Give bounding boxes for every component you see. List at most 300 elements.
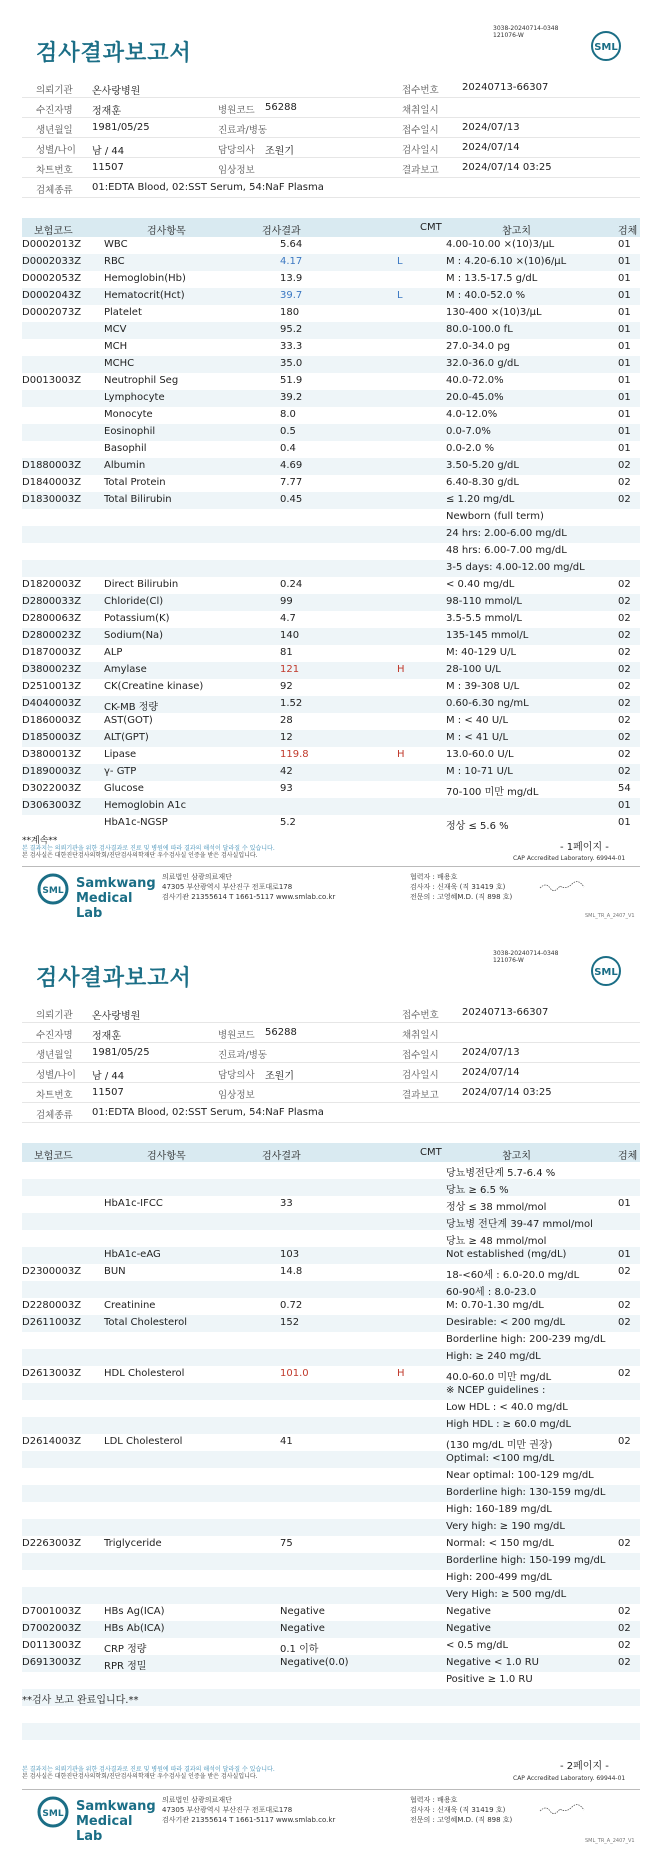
reference-range: 32.0-36.0 g/dL xyxy=(446,358,519,369)
svg-text:SML: SML xyxy=(594,967,618,978)
specimen-code: 02 xyxy=(618,766,631,777)
reference-range: Desirable: < 200 mg/dL xyxy=(446,1317,566,1328)
table-row xyxy=(22,1213,640,1230)
test-result: 7.77 xyxy=(280,477,303,488)
table-row xyxy=(22,305,640,322)
test-date: 2024/07/14 xyxy=(462,142,520,153)
reference-range: M : 39-308 U/L xyxy=(446,681,520,692)
reference-range: M : 10-71 U/L xyxy=(446,766,513,777)
table-row xyxy=(22,424,640,441)
test-result: 39.2 xyxy=(280,392,303,403)
signature xyxy=(538,880,588,892)
test-result: 140 xyxy=(280,630,300,641)
reference-range: Near optimal: 100-129 mg/dL xyxy=(446,1470,594,1481)
test-result: 13.9 xyxy=(280,273,303,284)
specimen-code: 01 xyxy=(618,341,631,352)
table-row xyxy=(22,628,640,645)
lab-address: 의료법인 삼광의료재단 47305 부산광역시 부산진구 전포대로178 검사기관 21355614 T 1661-5117 www.smlab.co.kr xyxy=(162,1796,336,1824)
hospital-code: 56288 xyxy=(265,1027,297,1038)
result-flag: L xyxy=(397,256,403,267)
table-row xyxy=(22,1706,640,1723)
test-result: 1.52 xyxy=(280,698,303,709)
test-result: 92 xyxy=(280,681,293,692)
document-code: SML_TR_A_2407_V1 xyxy=(585,1838,635,1844)
table-row xyxy=(22,373,640,390)
test-code: D2613003Z xyxy=(22,1368,82,1379)
reference-range: 24 hrs: 2.00-6.00 mg/dL xyxy=(446,528,567,539)
reference-range: Negative < 1.0 RU xyxy=(446,1657,539,1668)
reference-range: 4.00-10.00 ×(10)3/μL xyxy=(446,239,555,250)
test-code: D4040003Z xyxy=(22,698,82,709)
specimen-code: 02 xyxy=(618,477,631,488)
page-title: 검사결과보고서 xyxy=(36,966,192,991)
table-row xyxy=(22,1638,640,1655)
test-result: 28 xyxy=(280,715,293,726)
reference-range: Very high: ≥ 190 mg/dL xyxy=(446,1521,565,1532)
test-code: D1820003Z xyxy=(22,579,82,590)
lab-address: 의료법인 삼광의료재단 47305 부산광역시 부산진구 전포대로178 검사기관 21355614 T 1661-5117 www.smlab.co.kr xyxy=(162,873,336,901)
table-row xyxy=(22,1553,640,1570)
specimen-code: 02 xyxy=(618,1538,631,1549)
reference-range: Low HDL : < 40.0 mg/dL xyxy=(446,1402,568,1413)
result-flag: H xyxy=(397,664,405,675)
test-name: RPR 정밀 xyxy=(104,1661,147,1672)
reference-range: 27.0-34.0 pg xyxy=(446,341,511,352)
specimen-code: 02 xyxy=(618,681,631,692)
test-name: Amylase xyxy=(104,664,147,675)
receipt-number: 20240713-66307 xyxy=(462,1007,549,1018)
test-result: 4.69 xyxy=(280,460,303,471)
test-name: Total Cholesterol xyxy=(104,1317,187,1328)
reference-range: 60-90세 : 8.0-23.0 xyxy=(446,1287,537,1298)
test-result: 39.7 xyxy=(280,290,303,301)
test-code: D2611003Z xyxy=(22,1317,82,1328)
test-result: 8.0 xyxy=(280,409,296,420)
test-code: D0002013Z xyxy=(22,239,82,250)
table-row xyxy=(22,747,640,764)
document-code: SML_TR_A_2407_V1 xyxy=(585,913,635,919)
specimen-code: 02 xyxy=(618,613,631,624)
page-number: - 1페이지 - xyxy=(560,842,609,853)
specimen-code: 02 xyxy=(618,1640,631,1651)
test-code: D7002003Z xyxy=(22,1623,82,1634)
results-table xyxy=(22,1162,640,1740)
table-row xyxy=(22,322,640,339)
table-row xyxy=(22,288,640,305)
receipt-date: 2024/07/13 xyxy=(462,122,520,133)
specimen-code: 02 xyxy=(618,715,631,726)
test-name: Platelet xyxy=(104,307,142,318)
reference-range: 70-100 미만 mg/dL xyxy=(446,787,539,798)
reference-range: Borderline high: 150-199 mg/dL xyxy=(446,1555,606,1566)
test-name: HBs Ab(ICA) xyxy=(104,1623,165,1634)
test-name: CRP 정량 xyxy=(104,1644,147,1655)
table-row xyxy=(22,407,640,424)
test-code: D0002073Z xyxy=(22,307,82,318)
test-result: 101.0 xyxy=(280,1368,309,1379)
test-code: D1850003Z xyxy=(22,732,82,743)
table-row xyxy=(22,441,640,458)
receipt-date: 2024/07/13 xyxy=(462,1047,520,1058)
table-row xyxy=(22,1655,640,1672)
footer-logo: SML Samkwang Medical Lab xyxy=(36,872,156,914)
specimen-code: 01 xyxy=(618,1198,631,1209)
table-row xyxy=(22,1349,640,1366)
test-name: Direct Bilirubin xyxy=(104,579,179,590)
table-row xyxy=(22,390,640,407)
results-table-header: 보험코드 검사항목 검사결과 CMT 참고치 검체 xyxy=(22,218,640,237)
doctor: 조원기 xyxy=(265,146,294,157)
test-name: ALP xyxy=(104,647,123,658)
reference-range: 135-145 mmol/L xyxy=(446,630,529,641)
table-row xyxy=(22,1230,640,1247)
test-result: 4.7 xyxy=(280,613,296,624)
table-row xyxy=(22,1621,640,1638)
test-name: HbA1c-eAG xyxy=(104,1249,161,1260)
results-table-header: 보험코드 검사항목 검사결과 CMT 참고치 검체 xyxy=(22,1143,640,1162)
results-table xyxy=(22,237,640,832)
table-row xyxy=(22,1281,640,1298)
table-row xyxy=(22,509,640,526)
table-row xyxy=(22,1723,640,1740)
sml-logo xyxy=(590,30,622,62)
test-code: D2263003Z xyxy=(22,1538,82,1549)
test-result: 0.5 xyxy=(280,426,296,437)
reference-range: Borderline high: 130-159 mg/dL xyxy=(446,1487,606,1498)
reference-range: 정상 ≤ 5.6 % xyxy=(446,821,509,832)
test-name: MCV xyxy=(104,324,127,335)
reference-range: 0.60-6.30 ng/mL xyxy=(446,698,529,709)
specimen-code: 54 xyxy=(618,783,631,794)
test-code: D1890003Z xyxy=(22,766,82,777)
table-row xyxy=(22,1332,640,1349)
table-row xyxy=(22,594,640,611)
reference-range: Not established (mg/dL) xyxy=(446,1249,567,1260)
result-flag: L xyxy=(397,290,403,301)
date-of-birth: 1981/05/25 xyxy=(92,1047,150,1058)
test-name: HbA1c-NGSP xyxy=(104,817,168,828)
test-result: 4.17 xyxy=(280,256,303,267)
reference-range: (130 mg/dL 미만 권장) xyxy=(446,1440,553,1451)
reference-range: M : 40.0-52.0 % xyxy=(446,290,526,301)
doctor: 조원기 xyxy=(265,1071,294,1082)
test-name: Eosinophil xyxy=(104,426,156,437)
specimen-code: 02 xyxy=(618,1368,631,1379)
table-row xyxy=(22,577,640,594)
reference-range: < 0.5 mg/dL xyxy=(446,1640,509,1651)
test-result: 0.24 xyxy=(280,579,303,590)
specimen-code: 02 xyxy=(618,647,631,658)
test-name: γ- GTP xyxy=(104,766,137,777)
reference-range: 40.0-60.0 미만 mg/dL xyxy=(446,1372,552,1383)
test-result: 0.72 xyxy=(280,1300,303,1311)
test-code: D3063003Z xyxy=(22,800,82,811)
test-code: D1840003Z xyxy=(22,477,82,488)
patient-name: 정재훈 xyxy=(92,106,121,117)
table-row xyxy=(22,1502,640,1519)
test-name: AST(GOT) xyxy=(104,715,153,726)
table-row xyxy=(22,696,640,713)
table-row xyxy=(22,815,640,832)
reference-range: 130-400 ×(10)3/μL xyxy=(446,307,542,318)
chart-number: 11507 xyxy=(92,162,124,173)
test-result: 93 xyxy=(280,783,293,794)
svg-text:SML: SML xyxy=(594,42,618,53)
test-result: 51.9 xyxy=(280,375,303,386)
test-code: D0002043Z xyxy=(22,290,82,301)
test-name: Basophil xyxy=(104,443,147,454)
reference-range: 3.50-5.20 g/dL xyxy=(446,460,519,471)
specimen-code: 02 xyxy=(618,749,631,760)
specimen-code: 01 xyxy=(618,375,631,386)
test-name: BUN xyxy=(104,1266,126,1277)
table-row xyxy=(22,798,640,815)
test-result: 152 xyxy=(280,1317,300,1328)
table-row xyxy=(22,271,640,288)
table-row xyxy=(22,237,640,254)
table-row xyxy=(22,1383,640,1400)
test-name: CK-MB 정량 xyxy=(104,702,159,713)
specimen-code: 02 xyxy=(618,698,631,709)
page-title: 검사결과보고서 xyxy=(36,41,192,66)
specimen-code: 02 xyxy=(618,596,631,607)
table-row xyxy=(22,1570,640,1587)
test-result: Negative xyxy=(280,1623,325,1634)
specimen-code: 02 xyxy=(618,1266,631,1277)
reference-range: Negative xyxy=(446,1623,491,1634)
reference-range: M : 4.20-6.10 ×(10)6/μL xyxy=(446,256,567,267)
table-row xyxy=(22,1672,640,1689)
test-name: Hemoglobin A1c xyxy=(104,800,187,811)
reference-range: Very High: ≥ 500 mg/dL xyxy=(446,1589,567,1600)
table-row xyxy=(22,1417,640,1434)
test-name: Albumin xyxy=(104,460,146,471)
table-row xyxy=(22,1196,640,1213)
reference-range: 18-<60세 : 6.0-20.0 mg/dL xyxy=(446,1270,580,1281)
reference-range: High HDL : ≥ 60.0 mg/dL xyxy=(446,1419,572,1430)
reference-range: 정상 ≤ 38 mmol/mol xyxy=(446,1202,547,1213)
table-row xyxy=(22,1179,640,1196)
test-code: D1860003Z xyxy=(22,715,82,726)
table-row xyxy=(22,1468,640,1485)
patient-info: 의뢰기관 온사랑병원 접수번호 20240713-66307 수진자명 정재훈 병원코드 56288 채취일시 생년월일 1981/05/25 진료과/병동 접수일시 2024/07/13 성별/나이 남 / 44 담당의사 조원기 검사일시 2024/07/14 차트번호 11507 임상정보 결과보고 2024/07/14 03:25 검체종류 01:EDTA Blood, 02:SST Serum, 54:NaF Plasma xyxy=(22,78,640,198)
test-result: 0.1 이하 xyxy=(280,1644,319,1655)
reference-range: 0.0-2.0 % xyxy=(446,443,495,454)
svg-text:SML: SML xyxy=(42,886,64,896)
test-result: 180 xyxy=(280,307,300,318)
test-name: WBC xyxy=(104,239,128,250)
reference-range: Normal: < 150 mg/dL xyxy=(446,1538,554,1549)
cap-accreditation: CAP Accredited Laboratory. 69944-01 xyxy=(513,1775,626,1782)
reference-number: 3038-20240714-0348 121076-W xyxy=(493,950,559,964)
patient-name: 정재훈 xyxy=(92,1031,121,1042)
specimen-code: 01 xyxy=(618,1249,631,1260)
test-name: Monocyte xyxy=(104,409,153,420)
specimen-code: 02 xyxy=(618,1317,631,1328)
table-row xyxy=(22,339,640,356)
specimen-code: 01 xyxy=(618,392,631,403)
test-code: D3800023Z xyxy=(22,664,82,675)
specimen-code: 02 xyxy=(618,1657,631,1668)
reference-range: 6.40-8.30 g/dL xyxy=(446,477,519,488)
specimen-code: 01 xyxy=(618,426,631,437)
institution: 온사랑병원 xyxy=(92,1011,141,1022)
footer-logo: SML Samkwang Medical Lab xyxy=(36,1795,156,1837)
specimen-code: 02 xyxy=(618,1606,631,1617)
test-name: Neutrophil Seg xyxy=(104,375,179,386)
test-result: 119.8 xyxy=(280,749,309,760)
institution: 온사랑병원 xyxy=(92,86,141,97)
specimen-code: 01 xyxy=(618,307,631,318)
test-code: D2614003Z xyxy=(22,1436,82,1447)
reference-range: 3-5 days: 4.00-12.00 mg/dL xyxy=(446,562,585,573)
test-name: Triglyceride xyxy=(104,1538,162,1549)
report-date: 2024/07/14 03:25 xyxy=(462,1087,552,1098)
test-name: Lipase xyxy=(104,749,137,760)
table-row xyxy=(22,1536,640,1553)
table-row xyxy=(22,492,640,509)
table-row xyxy=(22,1451,640,1468)
reference-range: 80.0-100.0 fL xyxy=(446,324,513,335)
table-row xyxy=(22,662,640,679)
report-page-2 xyxy=(0,925,655,1850)
test-result: 0.4 xyxy=(280,443,296,454)
reference-range: < 0.40 mg/dL xyxy=(446,579,515,590)
test-code: D1880003Z xyxy=(22,460,82,471)
test-code: D0002053Z xyxy=(22,273,82,284)
specimen-types: 01:EDTA Blood, 02:SST Serum, 54:NaF Plasma xyxy=(92,1107,324,1118)
reference-range: M : < 41 U/L xyxy=(446,732,509,743)
date-of-birth: 1981/05/25 xyxy=(92,122,150,133)
signature xyxy=(538,1803,588,1815)
specimen-code: 01 xyxy=(618,358,631,369)
specimen-code: 01 xyxy=(618,324,631,335)
reference-range: M: 0.70-1.30 mg/dL xyxy=(446,1300,544,1311)
reference-range: 48 hrs: 6.00-7.00 mg/dL xyxy=(446,545,567,556)
table-row xyxy=(22,679,640,696)
reference-range: M : 13.5-17.5 g/dL xyxy=(446,273,538,284)
reference-range: 28-100 U/L xyxy=(446,664,501,675)
test-name: Hematocrit(Hct) xyxy=(104,290,185,301)
test-result: 12 xyxy=(280,732,293,743)
test-name: Glucose xyxy=(104,783,144,794)
test-result: 33.3 xyxy=(280,341,303,352)
specimen-code: 02 xyxy=(618,732,631,743)
table-row xyxy=(22,458,640,475)
reference-range: 13.0-60.0 U/L xyxy=(446,749,514,760)
reference-range: High: ≥ 240 mg/dL xyxy=(446,1351,541,1362)
specimen-code: 01 xyxy=(618,800,631,811)
lab-staff: 협력자 : 배용호 검사자 : 신재욱 (직 31419 호) 전문의 : 고영혜M.D. (직 898 호) xyxy=(410,873,513,901)
result-flag: H xyxy=(397,1368,405,1379)
reference-range: 0.0-7.0% xyxy=(446,426,491,437)
patient-info: 의뢰기관 온사랑병원 접수번호 20240713-66307 수진자명 정재훈 병원코드 56288 채취일시 생년월일 1981/05/25 진료과/병동 접수일시 2024/07/13 성별/나이 남 / 44 담당의사 조원기 검사일시 2024/07/14 차트번호 11507 임상정보 결과보고 2024/07/14 03:25 검체종류 01:EDTA Blood, 02:SST Serum, 54:NaF Plasma xyxy=(22,1003,640,1123)
specimen-code: 02 xyxy=(618,579,631,590)
test-result: 35.0 xyxy=(280,358,303,369)
test-name: Chloride(Cl) xyxy=(104,596,164,607)
table-row xyxy=(22,1519,640,1536)
test-code: D3022003Z xyxy=(22,783,82,794)
table-row xyxy=(22,1264,640,1281)
test-result: 14.8 xyxy=(280,1266,303,1277)
sex-age: 남 / 44 xyxy=(92,1071,125,1082)
table-row xyxy=(22,1298,640,1315)
test-code: D6913003Z xyxy=(22,1657,82,1668)
table-row xyxy=(22,1689,640,1706)
test-name: LDL Cholesterol xyxy=(104,1436,183,1447)
result-flag: H xyxy=(397,749,405,760)
test-result: 99 xyxy=(280,596,293,607)
specimen-code: 02 xyxy=(618,664,631,675)
reference-range: Borderline high: 200-239 mg/dL xyxy=(446,1334,606,1345)
reference-range: 당뇨 ≥ 48 mmol/mol xyxy=(446,1236,547,1247)
test-name: Sodium(Na) xyxy=(104,630,164,641)
table-row xyxy=(22,1315,640,1332)
table-row xyxy=(22,254,640,271)
test-name: Total Bilirubin xyxy=(104,494,172,505)
sex-age: 남 / 44 xyxy=(92,146,125,157)
test-code: D1830003Z xyxy=(22,494,82,505)
table-row xyxy=(22,1604,640,1621)
reference-range: 40.0-72.0% xyxy=(446,375,504,386)
test-code: D0013003Z xyxy=(22,375,82,386)
reference-number: 3038-20240714-0348 121076-W xyxy=(493,25,559,39)
test-name: HBs Ag(ICA) xyxy=(104,1606,165,1617)
test-result: 121 xyxy=(280,664,300,675)
reference-range: 4.0-12.0% xyxy=(446,409,498,420)
test-code: D2300003Z xyxy=(22,1266,82,1277)
specimen-code: 01 xyxy=(618,273,631,284)
test-name: CK(Creatine kinase) xyxy=(104,681,204,692)
test-name: MCH xyxy=(104,341,128,352)
test-name: RBC xyxy=(104,256,125,267)
reference-range: High: 200-499 mg/dL xyxy=(446,1572,552,1583)
table-row xyxy=(22,713,640,730)
test-code: **검사 보고 완료입니다.** xyxy=(22,1695,139,1706)
test-code: D7001003Z xyxy=(22,1606,82,1617)
test-code: D2800033Z xyxy=(22,596,82,607)
test-result: 5.64 xyxy=(280,239,303,250)
specimen-code: 01 xyxy=(618,443,631,454)
test-code: D3800013Z xyxy=(22,749,82,760)
test-result: 81 xyxy=(280,647,293,658)
test-name: MCHC xyxy=(104,358,135,369)
footer-note: 본 결과지는 의뢰기관을 위한 검사결과로 진료 및 병원에 따라 결과의 해석이 달라질 수 있습니다. 본 검사실은 대한진단검사의학회/진단검사의학재단 우수검사실 인증을 받은 검사실입니다. xyxy=(22,1766,275,1780)
table-row xyxy=(22,1366,640,1383)
svg-text:SML: SML xyxy=(42,1809,64,1819)
test-date: 2024/07/14 xyxy=(462,1067,520,1078)
test-name: Potassium(K) xyxy=(104,613,170,624)
table-row xyxy=(22,764,640,781)
specimen-code: 01 xyxy=(618,256,631,267)
lab-staff: 협력자 : 배용호 검사자 : 신재욱 (직 31419 호) 전문의 : 고영혜M.D. (직 898 호) xyxy=(410,1796,513,1824)
reference-range: Negative xyxy=(446,1606,491,1617)
test-name: HbA1c-IFCC xyxy=(104,1198,163,1209)
specimen-code: 02 xyxy=(618,460,631,471)
cap-accreditation: CAP Accredited Laboratory. 69944-01 xyxy=(513,855,626,862)
specimen-code: 02 xyxy=(618,494,631,505)
table-row xyxy=(22,730,640,747)
reference-range: 98-110 mmol/L xyxy=(446,596,522,607)
specimen-code: 01 xyxy=(618,290,631,301)
test-result: Negative(0.0) xyxy=(280,1657,349,1668)
reference-range: Optimal: <100 mg/dL xyxy=(446,1453,555,1464)
test-code: D0002033Z xyxy=(22,256,82,267)
test-result: 41 xyxy=(280,1436,293,1447)
test-result: 0.45 xyxy=(280,494,303,505)
specimen-code: 01 xyxy=(618,409,631,420)
test-name: Creatinine xyxy=(104,1300,156,1311)
